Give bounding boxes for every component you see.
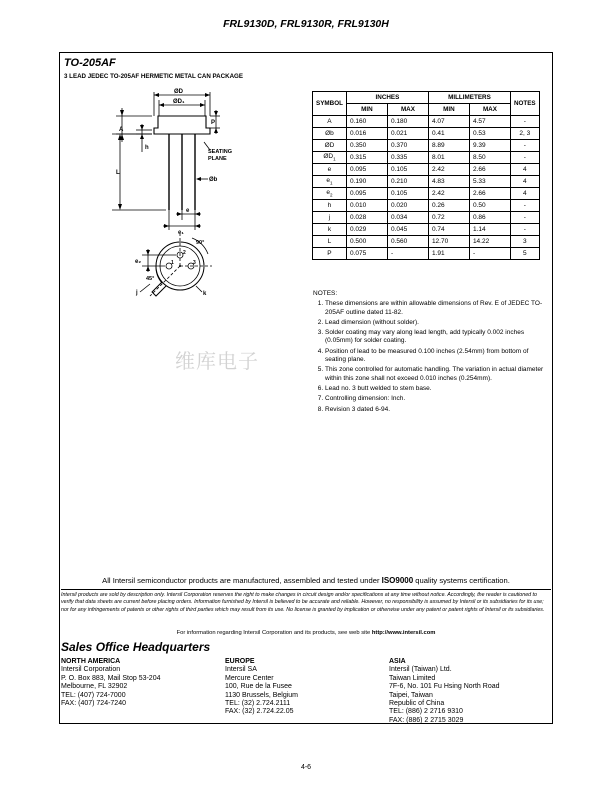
table-row <box>313 176 540 188</box>
cell-mm-min: 2.42 <box>428 188 469 200</box>
address-line: Melbourne, FL 32902 <box>61 683 128 691</box>
cell-in-min: 0.315 <box>346 152 387 164</box>
h-arrow-top <box>140 125 144 130</box>
cell-mm-max: 9.39 <box>469 140 510 152</box>
cell-symbol: P <box>313 248 347 260</box>
cell-in-min: 0.350 <box>346 140 387 152</box>
region-heading: NORTH AMERICA <box>61 658 121 665</box>
cell-symbol: Øb <box>313 128 347 140</box>
cell-in-min: 0.095 <box>346 164 387 176</box>
note-item: 6. Lead no. 3 butt welded to stem base. <box>325 385 550 393</box>
cell-notes: 4 <box>510 176 539 188</box>
col-symbol: SYMBOL <box>313 92 347 116</box>
region-europe <box>225 658 298 717</box>
notes-list <box>313 300 550 414</box>
page-header-title: FRL9130D, FRL9130R, FRL9130H <box>223 18 389 30</box>
cell-mm-min: 8.01 <box>428 152 469 164</box>
table-row <box>313 188 540 200</box>
label-ob: Øb <box>209 177 218 183</box>
fax-line: FAX: (407) 724-7240 <box>61 700 126 708</box>
l-arrow-bottom <box>118 204 122 210</box>
cell-in-max: 0.045 <box>387 224 428 236</box>
address-line: P. O. Box 883, Mail Stop 53-204 <box>61 674 161 682</box>
cell-mm-max: 0.50 <box>469 200 510 212</box>
cell-in-max: 0.105 <box>387 188 428 200</box>
label-angle-45: 45° <box>146 276 155 282</box>
j-leader <box>140 284 150 292</box>
cell-symbol: $e_2$ <box>313 188 347 200</box>
cell-mm-max: 2.66 <box>469 188 510 200</box>
cell-in-max: 0.210 <box>387 176 428 188</box>
package-subtitle: 3 LEAD JEDEC TO-205AF HERMETIC METAL CAN PACKAGE <box>64 73 243 80</box>
notes-section <box>313 290 550 416</box>
label-e: e <box>186 208 190 214</box>
label-angle-90: 90° <box>196 240 205 246</box>
note-item: 2. Lead dimension (without solder). <box>325 319 550 327</box>
ob-arrow <box>196 177 201 181</box>
col-notes: NOTES <box>510 92 539 116</box>
cell-symbol: L <box>313 236 347 248</box>
cell-symbol: $ØD_1$ <box>313 152 347 164</box>
table-row <box>313 224 540 236</box>
fax-line: FAX: (886) 2 2715 3029 <box>389 716 464 724</box>
info-line-text: For information regarding Intersil Corporation and its products, see web site <box>176 630 372 636</box>
e1-arrow-left <box>164 224 169 228</box>
label-pin-1: 1 <box>171 260 174 266</box>
cell-in-max: 0.020 <box>387 200 428 212</box>
cell-in-max: 0.021 <box>387 128 428 140</box>
k-leader <box>196 286 202 292</box>
p-arrow-top <box>214 111 218 116</box>
cell-in-max: 0.034 <box>387 212 428 224</box>
phone-line: TEL: (886) 2 2716 9310 <box>389 708 463 716</box>
cell-in-max: 0.180 <box>387 116 428 128</box>
label-seating: SEATING <box>208 149 233 155</box>
address-line: Republic of China <box>389 700 445 708</box>
cell-in-max: 0.335 <box>387 152 428 164</box>
cell-notes: 4 <box>510 164 539 176</box>
e2-arrow-top <box>146 250 150 255</box>
can-body <box>154 116 210 134</box>
label-h: h <box>145 145 149 151</box>
od-arrow-right <box>205 93 210 97</box>
table-row <box>313 116 540 128</box>
cell-mm-min: 0.26 <box>428 200 469 212</box>
cell-notes: - <box>510 212 539 224</box>
label-e1: e₁ <box>178 230 184 236</box>
dimensions-table <box>312 91 540 260</box>
cell-symbol: k <box>313 224 347 236</box>
label-j: j <box>136 290 138 296</box>
region-heading: EUROPE <box>225 658 255 665</box>
table-row <box>313 200 540 212</box>
address-line: Intersil Corporation <box>61 666 121 674</box>
cell-mm-max: 8.50 <box>469 152 510 164</box>
region-heading: ASIA <box>389 658 406 665</box>
cell-mm-min: 0.74 <box>428 224 469 236</box>
notes-heading: NOTES: <box>313 290 338 297</box>
note-item: 7. Controlling dimension: Inch. <box>325 395 550 403</box>
cell-in-min: 0.190 <box>346 176 387 188</box>
cell-notes: 5 <box>510 248 539 260</box>
p-arrow-bottom <box>214 128 218 133</box>
col-in-max: MAX <box>387 104 428 116</box>
cell-notes: - <box>510 116 539 128</box>
cell-mm-min: 0.41 <box>428 128 469 140</box>
cell-mm-max: 0.86 <box>469 212 510 224</box>
label-od1: ØD₁ <box>173 99 185 105</box>
address-line: Intersil (Taiwan) Ltd. <box>389 666 452 674</box>
phone-line: TEL: (32) 2.724.2111 <box>225 700 291 708</box>
cell-symbol: j <box>313 212 347 224</box>
od-arrow-left <box>154 93 159 97</box>
label-pin-3: 3 <box>193 260 196 266</box>
certification-line <box>59 576 553 585</box>
cell-notes: 3 <box>510 236 539 248</box>
sales-title: Sales Office Headquarters <box>61 640 211 654</box>
e-arrow-left <box>177 212 182 216</box>
od1-arrow-right <box>200 103 205 107</box>
cell-mm-max: 5.33 <box>469 176 510 188</box>
col-mm-max: MAX <box>469 104 510 116</box>
cert-text-before: All Intersil semiconductor products are manufactured, assembled and tested under <box>102 576 382 585</box>
fax-line: FAX: (32) 2.724.22.05 <box>225 708 294 716</box>
watermark: 维库电子 <box>175 349 259 373</box>
label-k: k <box>203 291 207 297</box>
address-line: Mercure Center <box>225 674 274 682</box>
h-arrow-bottom <box>140 134 144 139</box>
website-link[interactable]: http://www.intersil.com <box>371 630 436 636</box>
cell-in-min: 0.010 <box>346 200 387 212</box>
cell-mm-max: - <box>469 248 510 260</box>
cell-symbol: $e_1$ <box>313 176 347 188</box>
label-p: P <box>211 120 216 126</box>
address-line: 7F-6, No. 101 Fu Hsing North Road <box>389 683 500 691</box>
bottom-center-dot <box>179 265 181 267</box>
address-line: Taipei, Taiwan <box>389 691 433 699</box>
region-asia <box>389 658 500 725</box>
cell-mm-max: 2.66 <box>469 164 510 176</box>
col-in-min: MIN <box>346 104 387 116</box>
label-e2: e₂ <box>135 259 142 265</box>
cell-in-min: 0.028 <box>346 212 387 224</box>
table-row <box>313 212 540 224</box>
note-item: 1. These dimensions are within allowable dimensions of Rev. E of JEDEC TO-205AF outline dated 11-82. <box>325 300 550 317</box>
col-mm-min: MIN <box>428 104 469 116</box>
table-row <box>313 236 540 248</box>
cell-symbol: e <box>313 164 347 176</box>
tab-centerline <box>150 266 180 296</box>
cell-in-min: 0.095 <box>346 188 387 200</box>
cell-in-min: 0.075 <box>346 248 387 260</box>
note-item: 8. Revision 3 dated 6-94. <box>325 406 550 414</box>
label-plane: PLANE <box>208 156 227 162</box>
label-od: ØD <box>174 89 183 95</box>
cell-in-max: 0.560 <box>387 236 428 248</box>
table-row <box>313 152 540 164</box>
label-a: A <box>119 127 124 133</box>
address-line: Intersil SA <box>225 666 257 674</box>
cell-symbol: A <box>313 116 347 128</box>
cell-symbol: ØD <box>313 140 347 152</box>
a-arrow-top <box>120 110 124 116</box>
disclaimer: Intersil products are sold by description only. Intersil Corporation reserves the right to make changes in circuit design and/or specifications at any time without notice. Accordingly, the reader is cautioned to verify that data sheets are current before placing orders. Information furnished by Intersil is believed to be accurate and reliable. However, no responsibility is assumed by Intersil or its subsidiaries for its use; nor for any infringements of patents or other rights of third parties which may result from its use. No license is granted by implication or otherwise under any patent or patent rights of Intersil or its subsidiaries. <box>61 589 551 614</box>
e1-arrow-right <box>195 224 200 228</box>
cell-notes: - <box>510 152 539 164</box>
address-line: 100, Rue de la Fusee <box>225 683 292 691</box>
cell-mm-min: 8.89 <box>428 140 469 152</box>
package-title: TO-205AF <box>64 57 116 69</box>
note-item: 5. This zone controlled for automatic handling. The variation in actual diameter within this zone shall not exceed 0.010 inches (0.254mm). <box>325 366 550 383</box>
group-inches: INCHES <box>346 92 428 104</box>
cell-mm-min: 1.91 <box>428 248 469 260</box>
dimensions-table-body <box>313 116 540 260</box>
cell-mm-min: 12.70 <box>428 236 469 248</box>
cell-notes: - <box>510 140 539 152</box>
region-north-america <box>61 658 161 708</box>
cell-in-max: 0.370 <box>387 140 428 152</box>
cell-symbol: h <box>313 200 347 212</box>
table-row <box>313 248 540 260</box>
cell-mm-max: 4.57 <box>469 116 510 128</box>
cell-in-min: 0.016 <box>346 128 387 140</box>
cell-mm-max: 1.14 <box>469 224 510 236</box>
address-line: Taiwan Limited <box>389 674 436 682</box>
address-line: 1130 Brussels, Belgium <box>225 691 299 699</box>
cell-notes: - <box>510 224 539 236</box>
table-row <box>313 164 540 176</box>
cell-in-max: 0.105 <box>387 164 428 176</box>
e-arrow-right <box>195 212 200 216</box>
package-drawing <box>92 86 306 310</box>
cell-notes: - <box>510 200 539 212</box>
table-row <box>313 140 540 152</box>
cert-iso: ISO9000 <box>381 576 414 585</box>
cell-mm-min: 2.42 <box>428 164 469 176</box>
cell-mm-min: 4.07 <box>428 116 469 128</box>
cert-text-after: quality systems certification. <box>413 576 510 585</box>
group-millimeters: MILLIMETERS <box>428 92 510 104</box>
cell-mm-max: 0.53 <box>469 128 510 140</box>
label-pin-2: 2 <box>183 250 186 256</box>
note-item: 4. Position of lead to be measured 0.100 inches (2.54mm) from bottom of seating plane. <box>325 348 550 365</box>
cell-in-min: 0.500 <box>346 236 387 248</box>
cell-notes: 4 <box>510 188 539 200</box>
label-l: L <box>116 170 120 176</box>
info-line <box>59 630 553 636</box>
e2-arrow-bottom <box>146 266 150 271</box>
page-number: 4-6 <box>300 764 312 771</box>
cell-notes: 2, 3 <box>510 128 539 140</box>
table-row <box>313 128 540 140</box>
cell-mm-max: 14.22 <box>469 236 510 248</box>
cell-in-max: - <box>387 248 428 260</box>
cell-mm-min: 4.83 <box>428 176 469 188</box>
cell-in-min: 0.160 <box>346 116 387 128</box>
cell-in-min: 0.029 <box>346 224 387 236</box>
phone-line: TEL: (407) 724-7000 <box>61 691 126 699</box>
cell-mm-min: 0.72 <box>428 212 469 224</box>
note-item: 3. Solder coating may vary along lead length, add typically 0.002 inches (0.05mm) for solder coating. <box>325 329 550 346</box>
od1-arrow-left <box>159 103 164 107</box>
